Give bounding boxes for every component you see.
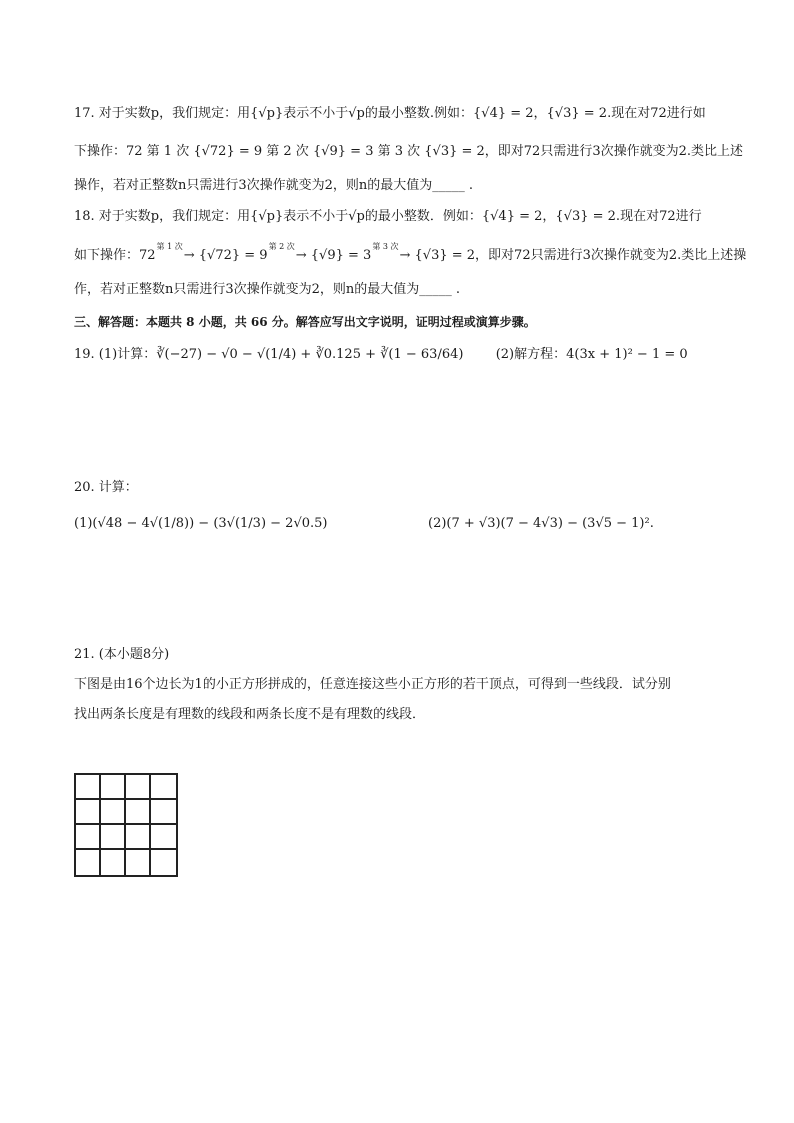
q18-op1-label: 第 1 次 <box>156 242 183 251</box>
q20-part2: (2)(7 + √3)(7 − 4√3) − (3√5 − 1)². <box>428 516 654 531</box>
grid-cell <box>101 775 126 800</box>
grid-cell <box>76 775 101 800</box>
q20-part1: (1)(√48 − 4√(1/8)) − (3√(1/3) − 2√0.5) <box>74 516 328 531</box>
q19-part1: 19. (1)计算：∛(−27) − √0 − √(1/4) + ∛0.125 + ∛(1 − 63/64) <box>74 347 464 362</box>
grid-cell <box>151 825 176 850</box>
grid-cell <box>151 850 176 875</box>
q21-line2: 找出两条长度是有理数的线段和两条长度不是有理数的线段． <box>74 707 426 722</box>
q19-part2: (2)解方程：4(3x + 1)² − 1 = 0 <box>495 347 688 362</box>
q21-line1: 下图是由16个边长为1的小正方形拼成的，任意连接这些小正方形的若干顶点，可得到一些线段．试分别 <box>74 677 671 692</box>
grid-cell <box>101 850 126 875</box>
q17-line3: 操作，若对正整数n只需进行3次操作就变为2，则n的最大值为_____ . <box>74 178 474 193</box>
grid-cell <box>76 800 101 825</box>
q19-line <box>74 345 688 365</box>
grid-cell <box>126 850 151 875</box>
square-grid-figure <box>74 773 178 877</box>
q17-line2-text: 下操作：72 第 1 次 {√72} = 9 第 2 次 {√9} = 3 第 3 次 {√3} = 2，即对72只需进行3次操作就变为2.类比上述 <box>74 144 744 159</box>
q18-line2-b: → {√9} = 3 <box>295 248 372 263</box>
q18-line2-pre: 如下操作：72 <box>74 248 156 263</box>
grid-cell <box>101 800 126 825</box>
grid-cell <box>126 800 151 825</box>
q18-line2-a: → {√72} = 9 <box>183 248 268 263</box>
q18-line3: 作，若对正整数n只需进行3次操作就变为2，则n的最大值为_____ . <box>74 282 461 297</box>
q17-line1: 17. 对于实数p，我们规定：用{√p}表示不小于√p的最小整数.例如：{√4} = 2，{√3} = 2.现在对72进行如 <box>74 106 706 121</box>
q18-line1: 18. 对于实数p，我们规定：用{√p}表示不小于√p的最小整数．例如：{√4} = 2，{√3} = 2.现在对72进行 <box>74 209 702 224</box>
q20-title: 20. 计算： <box>74 480 138 495</box>
grid-cell <box>151 775 176 800</box>
q17-line2 <box>74 142 743 162</box>
section3-heading: 三、解答题：本题共 8 小题，共 66 分。解答应写出文字说明，证明过程或演算步骤。 <box>74 315 536 329</box>
grid-cell <box>126 775 151 800</box>
grid-cell <box>76 850 101 875</box>
grid-cell <box>101 825 126 850</box>
q18-line2-c: → {√3} = 2，即对72只需进行3次操作就变为2.类比上述操 <box>399 248 747 263</box>
q18-op3-label: 第 3 次 <box>372 242 399 251</box>
q18-op2-label: 第 2 次 <box>268 242 295 251</box>
grid-cell <box>126 825 151 850</box>
q18-line2 <box>74 242 747 267</box>
grid-cell <box>151 800 176 825</box>
q21-title: 21. (本小题8分) <box>74 647 170 662</box>
grid-cell <box>76 825 101 850</box>
